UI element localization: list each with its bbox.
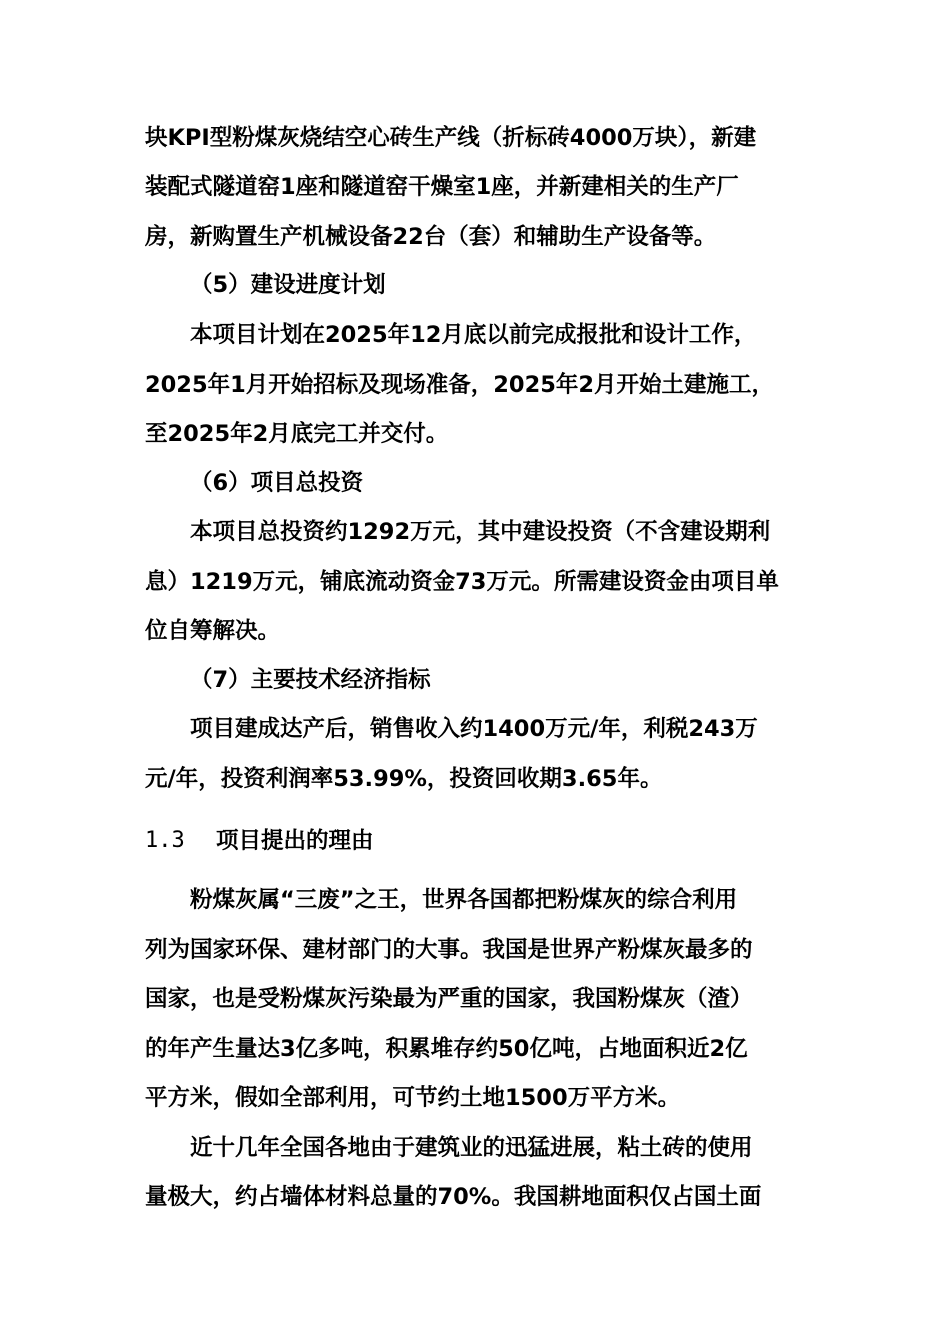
- paragraph-line: 近十几年全国各地由于建筑业的迅猛进展，粘土砖的使用: [190, 1135, 753, 1161]
- paragraph-line: 粉煤灰属“三废”之王，世界各国都把粉煤灰的综合利用: [190, 887, 738, 913]
- paragraph-line: 装配式隧道窑1座和隧道窑干燥室1座，并新建相关的生产厂: [145, 174, 739, 200]
- subheading-investment: （6）项目总投资: [190, 470, 364, 496]
- paragraph-line: 房，新购置生产机械设备22台（套）和辅助生产设备等。: [145, 224, 717, 250]
- subheading-schedule: （5）建设进度计划: [190, 272, 386, 298]
- paragraph-line: 本项目计划在2025年12月底以前完成报批和设计工作，: [190, 322, 757, 348]
- paragraph-line: 项目建成达产后，销售收入约1400万元/年，利税243万: [190, 716, 758, 742]
- section-title: 项目提出的理由: [216, 828, 374, 854]
- paragraph-line: 列为国家环保、建材部门的大事。我国是世界产粉煤灰最多的: [145, 937, 753, 963]
- paragraph-line: 至2025年2月底完工并交付。: [145, 421, 449, 447]
- paragraph-line: 位自筹解决。: [145, 618, 281, 644]
- paragraph-line: 本项目总投资约1292万元，其中建设投资（不含建设期利: [190, 519, 771, 545]
- paragraph-line: 的年产生量达3亿多吨，积累堆存约50亿吨，占地面积近2亿: [145, 1036, 748, 1062]
- paragraph-line: 块KPI型粉煤灰烧结空心砖生产线（折标砖4000万块），新建: [145, 125, 757, 151]
- paragraph-line: 息）1219万元，铺底流动资金73万元。所需建设资金由项目单: [145, 569, 779, 595]
- section-number: 1.3: [145, 828, 185, 853]
- paragraph-line: 国家，也是受粉煤灰污染最为严重的国家，我国粉煤灰（渣）: [145, 986, 753, 1012]
- paragraph-line: 2025年1月开始招标及现场准备，2025年2月开始土建施工，: [145, 372, 775, 398]
- subheading-indicators: （7）主要技术经济指标: [190, 667, 431, 693]
- paragraph-line: 量极大，约占墙体材料总量的70%。我国耕地面积仅占国土面: [145, 1184, 762, 1210]
- paragraph-line: 平方米，假如全部利用，可节约土地1500万平方米。: [145, 1085, 681, 1111]
- paragraph-line: 元/年，投资利润率53.99%，投资回收期3.65年。: [145, 766, 663, 792]
